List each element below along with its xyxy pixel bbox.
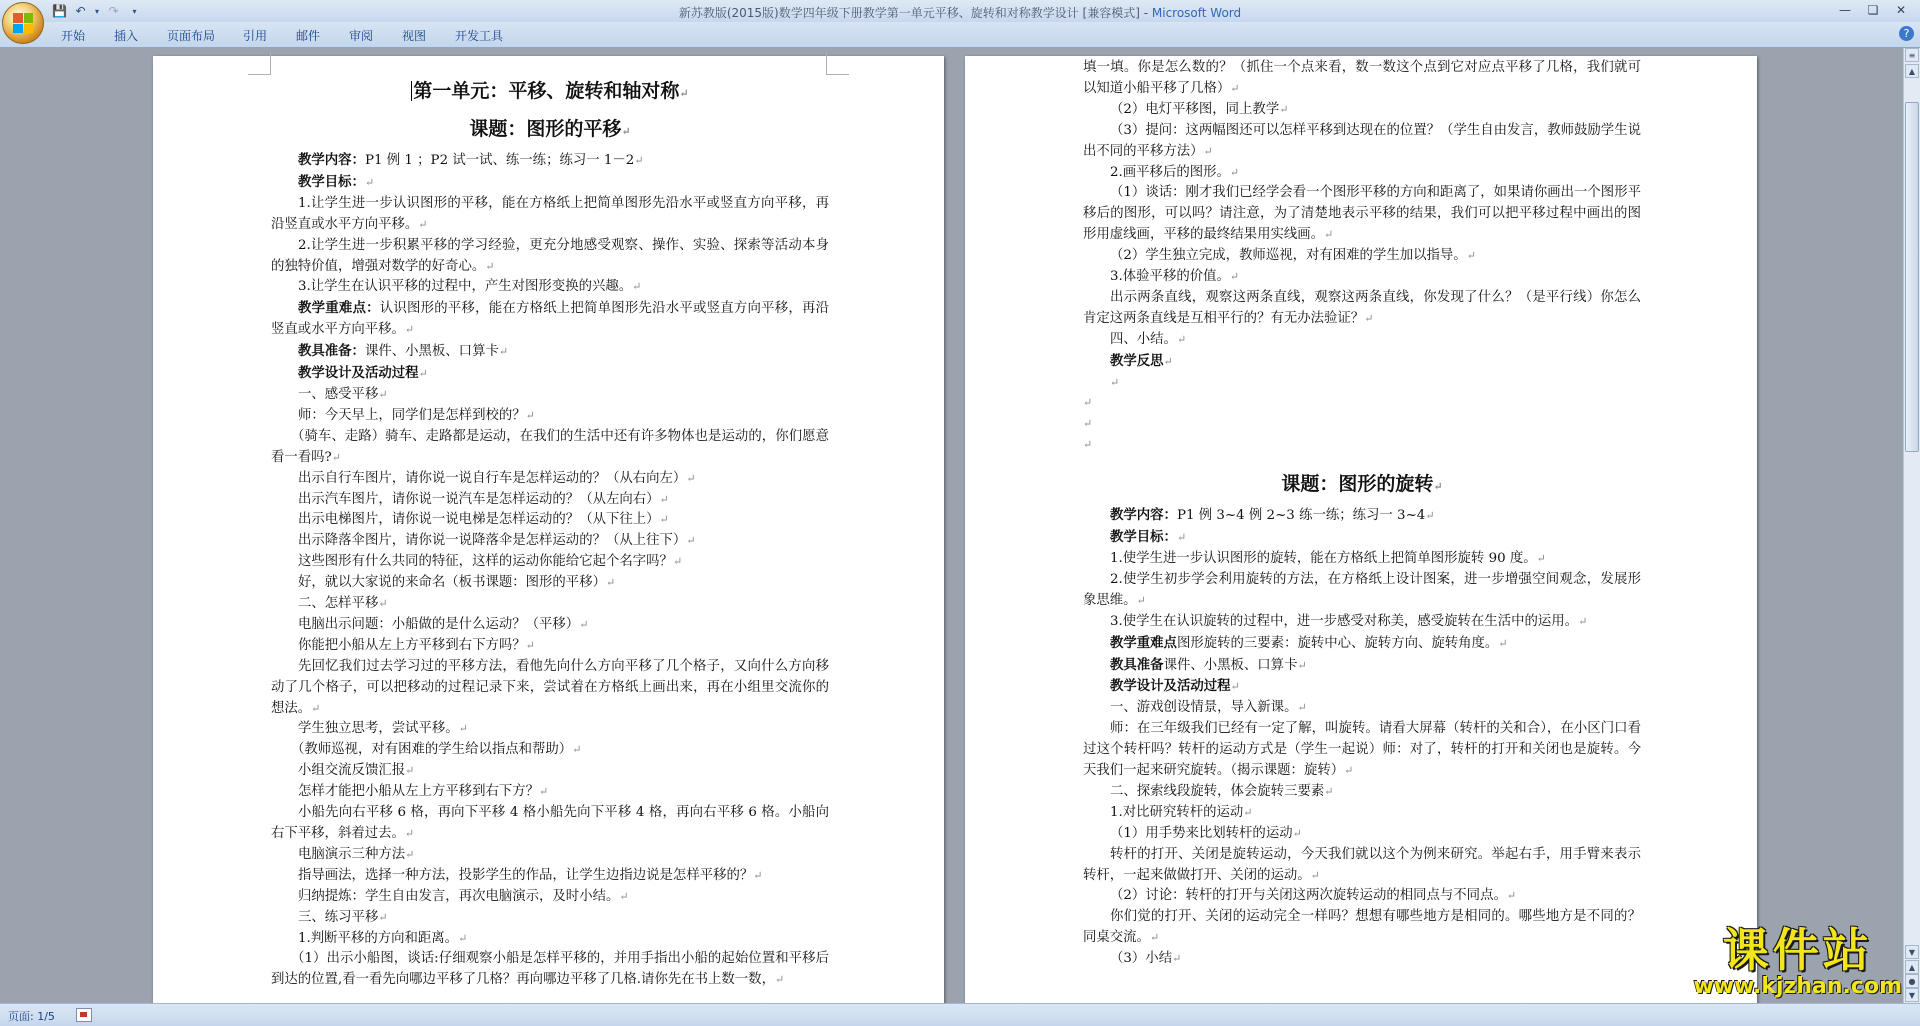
paragraph-text: 1.让学生进一步认识图形的平移，能在方格纸上把简单图形先沿水平或竖直方向平移，再沿竖直或水平方向平移。 — [271, 195, 829, 232]
paragraph-mark: ↵ — [378, 597, 388, 611]
paragraph — [1083, 886, 1641, 907]
paragraph-mark: ↵ — [405, 847, 415, 861]
paragraph-text: 转杆的打开、关闭是旋转运动，今天我们就以这个为例来研究。举起右手，用手臂来表示转杆，一起来做做打开、关闭的运动。 — [1083, 846, 1641, 883]
page-2-paragraphs-bottom — [1083, 505, 1641, 970]
office-logo-icon — [13, 13, 33, 33]
paragraph-text: （3）小结 — [1110, 951, 1173, 967]
paragraph-bold-label: 教具准备 — [1110, 656, 1164, 673]
paragraph-mark: ↵ — [525, 408, 535, 422]
paragraph — [271, 908, 829, 929]
paragraph-mark: ↵ — [1344, 764, 1354, 778]
scroll-up-icon[interactable]: ▲ — [1905, 64, 1919, 78]
empty-paragraph: ↵ — [1110, 375, 1120, 389]
paragraph-mark: ↵ — [1292, 826, 1302, 840]
page-1-paragraphs — [271, 150, 829, 991]
paragraph — [271, 469, 829, 490]
paragraph-text: 电脑出示问题：小船做的是什么运动？（平移） — [298, 616, 580, 632]
paragraph — [271, 298, 829, 341]
paragraph-text: （1）谈话：刚才我们已经学会看一个图形平移的方向和距离了，如果请你画出一个图形平移后的图形，可以吗？请注意，为了清楚地表示平移的结果，我们可以把平移过程中画出的图形用虚线画，平移的最终结果用实线画。 — [1083, 185, 1641, 243]
paragraph-mark: ↵ — [1229, 270, 1240, 284]
paragraph-text: （2）讨论：转杆的打开与关闭这两次旋转运动的相同点与不同点。 — [1110, 888, 1507, 904]
paragraph — [271, 341, 829, 363]
office-button[interactable] — [2, 2, 44, 44]
paragraph — [271, 636, 829, 657]
paragraph-mark: ↵ — [1176, 332, 1187, 346]
paragraph-text: （2）学生独立完成，教师巡视，对有困难的学生加以指导。 — [1110, 248, 1467, 264]
paragraph-text: （3）提问：这两幅图还可以怎样平移到达现在的位置？（学生自由发言，教师鼓励学生说出不同的平移方法） — [1083, 122, 1641, 159]
paragraph-text: （2）电灯平移图，同上教学 — [1110, 101, 1280, 117]
paragraph — [271, 277, 829, 298]
help-icon[interactable]: ? — [1899, 26, 1914, 41]
undo-dropdown-icon[interactable]: ▾ — [94, 6, 99, 16]
lesson-title-rotation: 课题：图形的旋转↵ — [1281, 473, 1443, 496]
paragraph — [271, 949, 829, 991]
paragraph — [271, 615, 829, 636]
paragraph-text: 学生独立思考，尝试平移。 — [298, 721, 459, 737]
paragraph-text: 1.对比研究转杆的运动 — [1110, 804, 1244, 820]
paragraph — [1083, 570, 1641, 612]
paragraph-mark: ↵ — [1149, 931, 1160, 945]
empty-paragraph: ↵ — [1083, 417, 1093, 431]
paragraph — [271, 866, 829, 887]
title-bar — [0, 0, 1920, 23]
paragraph — [1083, 267, 1641, 288]
paragraph-text: 二、怎样平移 — [298, 596, 379, 612]
undo-icon[interactable]: ↶ — [75, 3, 86, 18]
paragraph — [271, 172, 829, 194]
vertical-scrollbar[interactable] — [1903, 48, 1920, 1003]
redo-icon[interactable]: ↷ — [108, 3, 119, 18]
paragraph-text: 先回忆我们过去学习过的平移方法，看他先向什么方向平移了几个格子，又向什么方向移动了几个格子，可以把移动的过程记录下来，尝试着在方格纸上画出来，再在小组里交流你的想法。 — [271, 658, 829, 716]
paragraph-mark: ↵ — [1364, 311, 1374, 325]
paragraph — [1083, 288, 1641, 330]
paragraph-bold-label: 教学反思 — [1110, 352, 1164, 369]
tab-references[interactable]: 引用 — [243, 29, 268, 43]
paragraph — [271, 887, 829, 908]
paragraph — [271, 552, 829, 573]
paragraph-text: 3.体验平移的价值。 — [1110, 269, 1230, 285]
paragraph — [1083, 246, 1641, 267]
paragraph-text: 图形旋转的三要素：旋转中心、旋转方向、旋转角度。 — [1176, 635, 1499, 651]
select-browse-object-icon[interactable]: ● — [1905, 974, 1919, 988]
paragraph-bold-label: 教学设计及活动过程 — [298, 365, 419, 382]
proofing-icon[interactable] — [76, 1008, 92, 1022]
paragraph-bold-label: 教学设计及活动过程 — [1110, 678, 1231, 695]
paragraph-text: 出示自行车图片，请你说一说自行车是怎样运动的？（从右向左） — [298, 470, 687, 486]
paragraph-mark: ↵ — [404, 827, 415, 840]
paragraph — [271, 929, 829, 950]
window-controls — [1832, 2, 1914, 18]
customize-toolbar-icon[interactable]: ▾ — [132, 6, 137, 16]
paragraph-mark: ↵ — [405, 764, 415, 778]
paragraph-mark: ↵ — [1279, 102, 1289, 116]
close-icon[interactable]: ✕ — [1895, 3, 1907, 17]
paragraph — [1083, 527, 1641, 549]
paragraph — [271, 406, 829, 427]
paragraph-mark: ↵ — [525, 638, 535, 652]
paragraph-text: 小船先向右平移 6 格，再向下平移 4 格小船先向下平移 4 格，再向右平移 6 格。小船向右下平移，斜着过去。 — [271, 805, 829, 841]
paragraph-mark: ↵ — [498, 345, 509, 359]
quick-access-toolbar — [52, 3, 142, 19]
paragraph-text: （1）出示小船图，谈话:仔细观察小船是怎样平移的，并用手指出小船的起始位置和平移后到达的位置,看一看先向哪边平移了几格？再向哪边平移了几格.请你先在书上数一数， — [271, 951, 829, 988]
paragraph-mark: ↵ — [1229, 165, 1240, 179]
paragraph-mark: ↵ — [672, 555, 683, 569]
paragraph — [1083, 949, 1641, 970]
paragraph-text: 四、小结。 — [1110, 331, 1177, 347]
page-count[interactable]: 页面: 1/5 — [8, 1010, 55, 1023]
paragraph-mark: ↵ — [378, 910, 388, 924]
next-page-icon[interactable]: ▼ — [1905, 988, 1919, 1002]
paragraph — [271, 236, 829, 278]
minimize-icon[interactable]: — — [1839, 3, 1851, 17]
paragraph — [271, 594, 829, 615]
paragraph — [1083, 351, 1641, 373]
paragraph — [271, 740, 829, 761]
paragraph-mark: ↵ — [659, 513, 669, 527]
paragraph-mark: ↵ — [774, 973, 785, 987]
paragraph-text: 好，就以大家说的来命名（板书课题：图形的平移） — [298, 575, 606, 591]
paragraph-mark: ↵ — [539, 785, 549, 799]
paragraph-mark: ↵ — [686, 471, 696, 485]
paragraph — [1083, 845, 1641, 887]
paragraph — [1083, 549, 1641, 570]
paragraph-text: 出示汽车图片，请你说一说汽车是怎样运动的？（从左向右） — [298, 491, 660, 507]
paragraph-mark: ↵ — [1506, 889, 1517, 903]
page-2-body[interactable] — [1083, 58, 1641, 970]
paragraph — [271, 427, 829, 469]
paragraph-bold-label: 教学内容： — [1110, 507, 1177, 524]
document-workspace — [0, 48, 1904, 1003]
paragraph-text: 出示降落伞图片，请你说一说降落伞是怎样运动的？（从上往下） — [298, 533, 687, 549]
paragraph — [271, 363, 829, 385]
paragraph-mark: ↵ — [418, 217, 428, 231]
paragraph-text: 怎样才能把小船从左上方平移到右下方？ — [298, 784, 540, 800]
tab-home[interactable]: 开始 — [61, 29, 86, 43]
paragraph-text: 一、游戏创设情景，导入新课。 — [1110, 700, 1298, 716]
paragraph-mark: ↵ — [753, 868, 763, 882]
paragraph-text: （教师巡视，对有困难的学生给以指点和帮助） — [291, 742, 573, 758]
paragraph-bold-label: 教学目标： — [1110, 529, 1177, 546]
tab-review[interactable]: 审阅 — [349, 29, 374, 43]
paragraph-mark: ↵ — [404, 323, 415, 337]
paragraph-text: 这些图形有什么共同的特征，这样的运动你能给它起个名字吗？ — [298, 554, 673, 570]
document-title: 新苏教版(2015版)数学四年级下册教学第一单元平移、旋转和对称教学设计 [兼容模式] - — [678, 6, 1152, 20]
paragraph-bold-label: 教学目标： — [298, 173, 365, 190]
paragraph-text: 课件、小黑板、口算卡 — [364, 344, 499, 360]
app-name: Microsoft Word — [1151, 6, 1242, 20]
document-page-2 — [965, 56, 1757, 1003]
paragraph — [1083, 612, 1641, 633]
paragraph-mark: ↵ — [1203, 144, 1213, 158]
empty-paragraph: ↵ — [1083, 396, 1093, 410]
paragraph-text: P1 例 3~4 例 2~3 练一练；练习一 3~4 — [1176, 508, 1426, 524]
paragraph — [1083, 803, 1641, 824]
unit-title: 第一单元：平移、旋转和轴对称↵ — [413, 80, 689, 102]
paragraph-mark: ↵ — [1466, 249, 1476, 263]
save-icon[interactable]: 💾 — [52, 3, 67, 18]
paragraph-mark: ↵ — [659, 492, 669, 506]
paragraph-mark: ↵ — [572, 743, 582, 757]
paragraph-text: 认识图形的平移，能在方格纸上把简单图形先沿水平或竖直方向平移，再沿竖直或水平方向平移。 — [271, 301, 830, 338]
document-page-1 — [153, 56, 944, 1003]
paragraph — [1083, 121, 1641, 163]
paragraph-text: （骑车、走路）骑车、走路都是运动，在我们的生活中还有许多物体也是运动的，你们愿意看一看吗? — [271, 428, 829, 465]
paragraph-mark: ↵ — [311, 701, 321, 715]
paragraph — [271, 194, 829, 236]
watermark-logo — [1693, 925, 1902, 999]
paragraph-mark: ↵ — [458, 722, 468, 736]
window-title — [0, 4, 1920, 21]
paragraph-mark: ↵ — [485, 259, 495, 273]
tab-developer[interactable]: 开发工具 — [455, 29, 504, 43]
paragraph-text: 1.判断平移的方向和距离。 — [298, 930, 459, 946]
paragraph-text: 归纳提炼：学生自由发言，再次电脑演示，及时小结。 — [298, 888, 620, 904]
paragraph — [271, 782, 829, 803]
paragraph — [271, 719, 829, 740]
tab-insert[interactable]: 插入 — [114, 29, 139, 43]
paragraph — [271, 761, 829, 782]
paragraph — [1083, 163, 1641, 184]
paragraph-mark: ↵ — [1230, 81, 1240, 95]
paragraph — [1083, 907, 1641, 949]
paragraph-text: 课件、小黑板、口算卡 — [1163, 657, 1298, 673]
paragraph-text: 2.使学生初步学会利用旋转的方法，在方格纸上设计图案，进一步增强空间观念，发展形象思维。 — [1083, 571, 1641, 608]
lesson-title: 课题：图形的平移↵ — [469, 118, 631, 140]
paragraph — [1083, 698, 1641, 719]
tab-mailings[interactable]: 邮件 — [296, 29, 321, 43]
paragraph-text: 你能把小船从左上方平移到右下方吗？ — [298, 637, 526, 653]
page-1-body[interactable] — [271, 74, 829, 991]
crop-mark — [248, 52, 271, 75]
status-bar — [0, 1003, 1920, 1026]
paragraph-mark: ↵ — [1425, 509, 1435, 523]
paragraph — [1083, 782, 1641, 803]
paragraph-mark: ↵ — [458, 931, 468, 945]
paragraph — [271, 490, 829, 511]
paragraph-mark: ↵ — [605, 576, 616, 590]
ruler-toggle-icon[interactable]: ≡ — [1905, 48, 1919, 62]
watermark-title: 课件站 — [1722, 923, 1873, 977]
paragraph — [1083, 655, 1641, 677]
paragraph-mark: ↵ — [1176, 531, 1187, 545]
paragraph-mark: ↵ — [619, 889, 629, 903]
paragraph-text: P1 例 1 ；P2 试一试、练一练；练习一 1－2 — [364, 153, 635, 168]
paragraph — [1083, 58, 1641, 100]
paragraph-mark: ↵ — [1578, 614, 1588, 628]
paragraph-mark: ↵ — [331, 450, 341, 464]
paragraph-text: 二、探索线段旋转，体会旋转三要素 — [1110, 783, 1325, 799]
paragraph — [271, 845, 829, 866]
paragraph-bold-label: 教学重难点 — [1110, 634, 1177, 651]
paragraph — [1083, 505, 1641, 527]
paragraph-mark: ↵ — [1243, 805, 1253, 819]
paragraph-text: 你们觉的打开、关闭的运动完全一样吗？想想有哪些地方是相同的。哪些地方是不同的？同桌交流。 — [1083, 909, 1641, 946]
previous-page-icon[interactable]: ▲ — [1905, 960, 1919, 974]
paragraph-mark: ↵ — [634, 154, 644, 167]
watermark-url: www.kjzhan.com — [1693, 974, 1902, 999]
paragraph-text: 3.使学生在认识旋转的过程中，进一步感受对称美，感受旋转在生活中的运用。 — [1110, 613, 1579, 629]
paragraph-mark: ↵ — [1172, 952, 1182, 966]
tab-view[interactable]: 视图 — [402, 29, 427, 43]
paragraph — [271, 803, 829, 845]
paragraph-mark: ↵ — [1136, 593, 1146, 607]
paragraph-text: 小组交流反馈汇报 — [298, 763, 406, 779]
paragraph-mark: ↵ — [1297, 658, 1307, 672]
paragraph-bold-label: 教学重难点： — [298, 300, 380, 317]
paragraph-text: 3.让学生在认识平移的过程中，产生对图形变换的兴趣。 — [298, 279, 633, 295]
paragraph — [1083, 676, 1641, 698]
paragraph — [271, 510, 829, 531]
page-2-paragraphs-top — [1083, 58, 1641, 373]
paragraph-bold-label: 教具准备： — [298, 343, 365, 360]
scroll-down-icon[interactable]: ▼ — [1905, 945, 1919, 959]
tab-page-layout[interactable]: 页面布局 — [167, 29, 216, 43]
paragraph-mark: ↵ — [579, 617, 589, 631]
paragraph — [1083, 719, 1641, 782]
paragraph-bold-label: 教学内容： — [298, 152, 365, 168]
paragraph — [1083, 633, 1641, 655]
paragraph — [1083, 183, 1641, 246]
paragraph-text: 三、练习平移 — [298, 909, 379, 925]
paragraph-mark: ↵ — [1163, 354, 1173, 368]
paragraph — [1083, 100, 1641, 121]
paragraph-mark: ↵ — [1324, 228, 1334, 242]
paragraph-text: 师：今天早上，同学们是怎样到校的？ — [298, 407, 526, 423]
paragraph — [1083, 330, 1641, 351]
paragraph-text: （1）用手势来比划转杆的运动 — [1110, 825, 1293, 841]
paragraph — [271, 573, 829, 594]
paragraph-mark: ↵ — [1324, 784, 1334, 798]
paragraph-text: 出示电梯图片，请你说一说电梯是怎样运动的？（从下往上） — [298, 512, 660, 528]
paragraph — [1083, 824, 1641, 845]
paragraph-text: 电脑演示三种方法 — [298, 846, 406, 862]
crop-mark — [826, 52, 849, 75]
paragraph — [271, 531, 829, 552]
paragraph — [271, 657, 829, 720]
paragraph-mark: ↵ — [1310, 868, 1320, 882]
paragraph-text: 师：在三年级我们已经有一定了解，叫旋转。请看大屏幕（转杆的关和合），在小区门口看过这个转杆吗？转杆的运动方式是（学生一起说）师：对了，转杆的打开和关闭也是旋转。今天我们一起来研究旋转。（揭示课题：旋转） — [1083, 721, 1641, 779]
paragraph-mark: ↵ — [632, 280, 642, 294]
paragraph-text: 一、感受平移 — [298, 386, 379, 402]
paragraph-text: 1.使学生进一步认识图形的旋转，能在方格纸上把简单图形旋转 90 度。 — [1110, 550, 1537, 566]
paragraph-mark: ↵ — [418, 367, 428, 381]
paragraph-mark: ↵ — [378, 387, 388, 401]
scroll-thumb[interactable] — [1905, 102, 1919, 452]
paragraph — [271, 385, 829, 406]
paragraph-text: 2.画平移后的图形。 — [1110, 164, 1230, 180]
paragraph-text: 填一填。你是怎么数的？（抓住一个点来看，数一数这个点到它对应点平移了几格，我们就可以知道小船平移了几格） — [1083, 60, 1641, 96]
paragraph-mark: ↵ — [1536, 551, 1546, 565]
paragraph-mark: ↵ — [1230, 680, 1240, 694]
paragraph-text: 出示两条直线，观察这两条直线，观察这两条直线，你发现了什么？（是平行线）你怎么肯定这两条直线是互相平行的？有无办法验证？ — [1083, 289, 1641, 326]
paragraph-mark: ↵ — [1297, 701, 1307, 715]
empty-paragraph: ↵ — [1083, 438, 1093, 452]
paragraph-mark: ↵ — [364, 175, 375, 189]
paragraph-mark: ↵ — [686, 534, 696, 548]
paragraph-mark: ↵ — [1498, 636, 1508, 650]
restore-icon[interactable]: ❏ — [1867, 3, 1879, 17]
ribbon-tab-bar — [0, 22, 1920, 48]
paragraph — [271, 150, 829, 172]
paragraph-text: 指导画法，选择一种方法，投影学生的作品，让学生边指边说是怎样平移的？ — [298, 867, 754, 883]
paragraph-text: 2.让学生进一步积累平移的学习经验，更充分地感受观察、操作、实验、探索等活动本身的独特价值，增强对数学的好奇心。 — [271, 237, 829, 274]
